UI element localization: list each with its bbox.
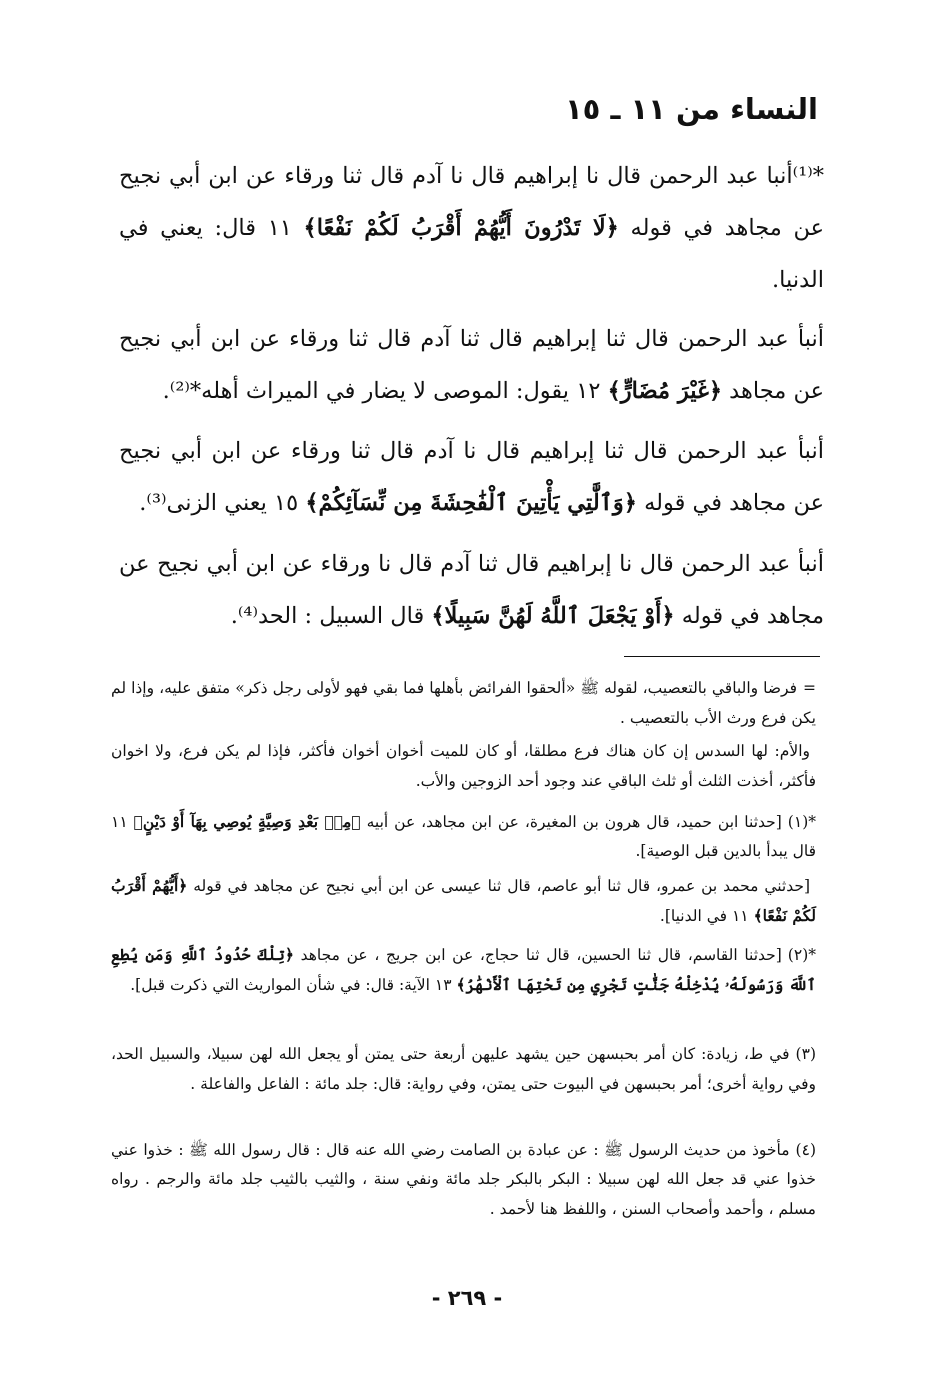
footnote-text: ١١ قال يبدأ بالدين قبل الوصية]. [111,813,816,860]
commentary-paragraph-3 [119,425,824,529]
paragraph-text: ١٥ يعني الزنى⁽³⁾. [139,490,306,516]
footnote-text: [حدثنا القاسم، قال ثنا الحسين، قال ثنا حجاج، عن ابن جريج ، عن مجاهد [293,946,782,964]
quran-verse: ﴿غَيْرَ مُضَارٍّ﴾ [607,378,723,404]
page-number: - ٢٦٩ - [431,1286,503,1310]
footnote-marker: (٣) [795,1045,816,1063]
quran-verse: ﴿أَوْ يَجْعَلَ ٱللَّهُ لَهُنَّ سَبِيلًا﴾ [431,603,675,629]
footnote-marker: (٤) [795,1141,816,1159]
quran-verse: ﴿وَٱلَّٰتِي يَأْتِينَ ٱلْفَٰحِشَةَ مِن نِّسَآئِكُمْ﴾ [305,490,637,516]
footnote-text: ١١ في الدنيا]. [659,907,754,925]
paragraph-text: أنبأ عبد الرحمن قال ثنا إبراهيم قال ثنا آدم قال ثنا ورقاء عن ابن أبي نجيح عن مجاهد [119,326,824,404]
footnote-2 [111,940,816,1000]
quran-verse: ﴿أَيُّهُمْ أَقْرَبُ لَكُمْ نَفْعًا﴾ [111,876,816,925]
footnote-4 [111,1136,816,1224]
page-heading: النساء من ١١ ـ ١٥ [564,92,818,126]
footnote-marker: = [803,679,816,697]
paragraph-text: قال السبيل : الحد⁽⁴⁾. [230,603,432,629]
footnote-text: فرضا والباقي بالتعصيب، لقوله ﷺ «ألحقوا الفرائض بأهلها فما بقي فهو لأولى رجل ذكر» متفق عليه، وإذا لم يكن فرع ورث الأب بالتعصيب . [111,679,816,727]
footnote-marker: *(٢) [787,946,816,964]
footnote-marker: *(١) [787,813,816,831]
paragraph-text: أنبأ عبد الرحمن قال ثنا إبراهيم قال نا آدم قال ثنا ورقاء عن ابن أبي نجيح عن مجاهد في قوله [119,438,824,516]
footnote-text: في ط، زيادة: كان أمر بحبسهن حين يشهد عليهن أربعة حتى يمتن أو يجعل الله لهن سبيلا، والسبيل الحد، وفي رواية أخرى؛ أمر بحبسهن في البيوت حتى يمتن، وفي رواية: قال: جلد مائة : الفاعل والفاعلة . [111,1045,816,1093]
commentary-paragraph-1 [119,150,824,306]
footnote-marker: *⁽¹⁾ [792,163,824,189]
paragraph-text: أنبأ عبد الرحمن قال نا إبراهيم قال ثنا آدم قال نا ورقاء عن ابن أبي نجيح عن مجاهد في قوله [119,551,824,629]
footnote-1 [111,807,816,866]
quran-verse: ﴿لَا تَدْرُونَ أَيُّهُمْ أَقْرَبُ لَكُمْ نَفْعًا﴾ [303,215,619,241]
footnote-3 [111,1040,816,1099]
paragraph-text: أنبا عبد الرحمن قال نا إبراهيم قال نا آدم قال ثنا ورقاء عن ابن أبي نجيح عن مجاهد في قوله [119,163,824,241]
quran-verse: ﴿تِلْكَ حُدُودُ ٱللَّهِ وَمَن يُطِعِ ٱللَّهَ وَرَسُولَهُۥ يُدْخِلْهُ جَنَّٰتٍ تَجْرِي مِن تَحْتِهَا ٱلْأَنْهَٰرُ﴾ [111,945,816,994]
commentary-paragraph-2 [119,313,824,417]
footnote-continuation-mother [111,737,816,796]
footnote-separator [624,656,820,657]
footnote-1-second-narration [111,871,816,931]
paragraph-text: ١٢ يقول: الموصى لا يضار في الميراث أهله*⁽²⁾. [162,378,608,404]
footnote-text: [حدثني محمد بن عمرو، قال ثنا أبو عاصم، قال ثنا عيسى عن ابن أبي نجيح عن مجاهد في قوله [187,877,810,895]
footnote-text: والأم: لها السدس إن كان هناك فرع مطلقا، أو كان للميت أخوان أخوان فأكثر، فإذا لم يكن فرع، ولا اخوان فأكثر، أخذت الثلث أو ثلث الباقي عند وجود أحد الزوجين والأب. [111,742,816,790]
footnote-continuation [111,674,816,733]
quran-verse: ﴿مِنۢ بَعْدِ وَصِيَّةٍ يُوصِي بِهَآ أَوْ دَيْنٍ﴾ [133,812,361,831]
footnote-text: ١٣ الآية: قال: في شأن المواريث التي ذكرت قبل]. [130,976,457,994]
commentary-paragraph-4 [119,538,824,642]
footnote-text: [حدثنا ابن حميد، قال هرون بن المغيرة، عن ابن مجاهد، عن أبيه [360,813,782,831]
footnote-text: مأخوذ من حديث الرسول ﷺ : عن عبادة بن الصامت رضي الله عنه قال : قال رسول الله ﷺ : خذوا عني خذوا عني قد جعل الله لهن سبيلا : البكر بالبكر جلد مائة ونفي سنة ، والثيب بالثيب جلد مائة والرجم . رواه مسلم ، وأحمد وأصحاب السنن ، واللفظ هنا لأحمد . [111,1141,816,1218]
paragraph-text: ١١ قال: يعني في الدنيا. [119,215,824,293]
